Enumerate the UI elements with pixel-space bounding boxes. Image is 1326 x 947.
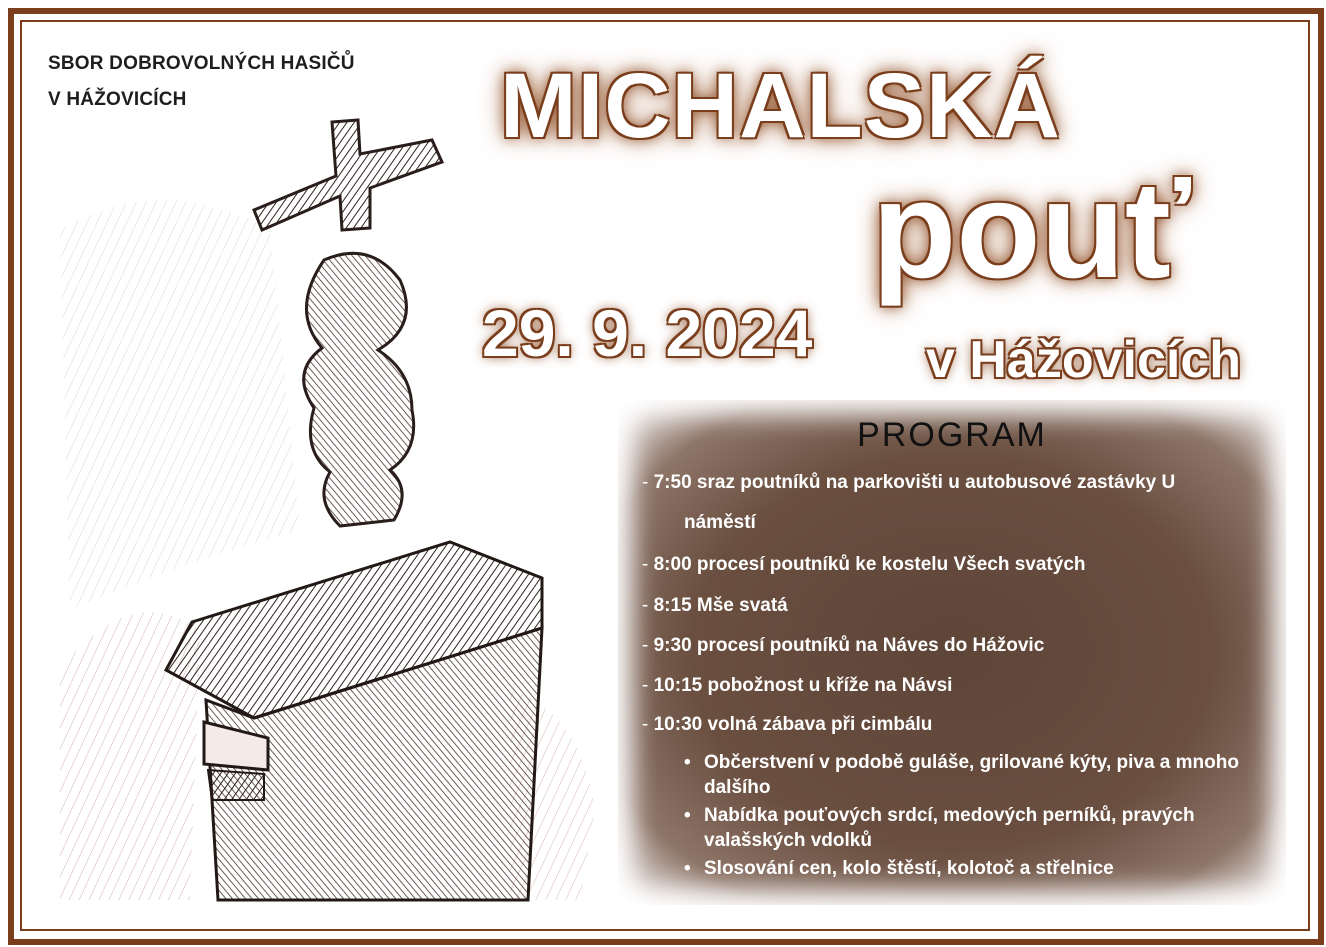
schedule-dash: -: [642, 472, 649, 493]
title-line-2: pouť: [872, 153, 1191, 307]
schedule-dash: -: [642, 714, 649, 735]
schedule-text: 10:30 volná zábava při cimbálu: [653, 714, 933, 735]
program-panel: [618, 400, 1286, 905]
schedule-dash: -: [642, 595, 649, 616]
schedule-dash: -: [642, 635, 649, 656]
organizer-line-1: SBOR DOBROVOLNÝCH HASIČŮ: [48, 53, 355, 74]
organizer-block: [48, 46, 355, 118]
attraction-item: • Občerstvení v podobě guláše, grilované kýty, piva a mnoho dalšího: [684, 750, 1264, 800]
schedule-item: [642, 714, 932, 736]
event-place: v Hážovicích: [926, 331, 1242, 389]
schedule-dash: -: [642, 554, 649, 575]
schedule-text: náměstí: [684, 512, 756, 533]
event-date: 29. 9. 2024: [482, 296, 813, 370]
schedule-text: 10:15 pobožnost u kříže na Návsi: [653, 675, 953, 696]
schedule-item: [642, 595, 788, 617]
schedule-text: 8:15 Mše svatá: [653, 595, 788, 616]
schedule-item: [642, 554, 1086, 576]
attractions-list: [684, 750, 1264, 884]
schedule-text: 9:30 procesí poutníků na Náves do Hážovic: [653, 635, 1045, 656]
schedule-text: 7:50 sraz poutníků na parkovišti u autobusové zastávky U: [653, 472, 1176, 493]
attraction-item: • Nabídka pouťových srdcí, medových perníků, pravých valašských vdolků: [684, 803, 1264, 853]
schedule-text: 8:00 procesí poutníků ke kostelu Všech svatých: [653, 554, 1086, 575]
schedule-item-continuation: [684, 512, 756, 534]
schedule-item: [642, 635, 1044, 657]
cross-sketch-illustration: [40, 110, 600, 910]
attraction-item: • Slosování cen, kolo štěstí, kolotoč a střelnice: [684, 856, 1264, 881]
program-heading: PROGRAM: [857, 416, 1047, 454]
schedule-item: [642, 472, 1175, 494]
title-line-1: MICHALSKÁ: [500, 55, 1061, 157]
schedule-dash: -: [642, 675, 649, 696]
schedule-item: [642, 675, 952, 697]
organizer-line-2: V HÁŽOVICÍCH: [48, 89, 187, 110]
